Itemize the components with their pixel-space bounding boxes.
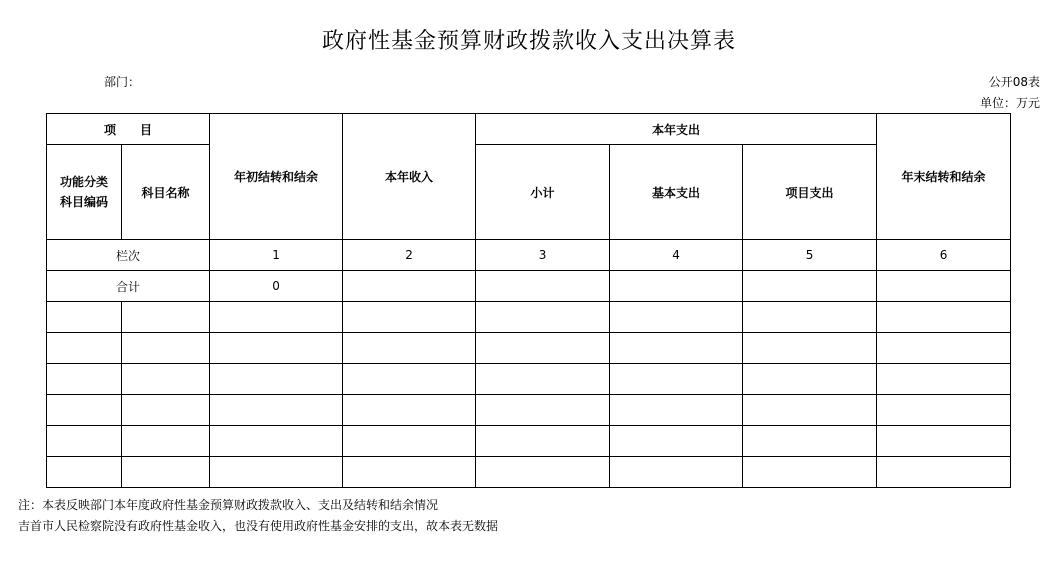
table-cell	[47, 302, 122, 333]
total-cell	[610, 271, 743, 302]
table-cell	[210, 395, 343, 426]
header-income: 本年收入	[343, 114, 476, 240]
table-cell	[743, 364, 877, 395]
table-cell	[877, 457, 1011, 488]
table-cell	[122, 302, 210, 333]
table-cell	[343, 426, 476, 457]
total-label: 合计	[47, 271, 210, 302]
table-row	[47, 426, 1011, 457]
total-cell	[343, 271, 476, 302]
table-cell	[877, 395, 1011, 426]
table-cell	[743, 333, 877, 364]
note-line: 吉首市人民检察院没有政府性基金收入，也没有使用政府性基金安排的支出，故本表无数据	[18, 519, 499, 533]
table-cell	[610, 364, 743, 395]
table-cell	[343, 395, 476, 426]
total-cell	[743, 271, 877, 302]
header-func-code	[47, 145, 122, 240]
table-row	[47, 302, 1011, 333]
total-cell: 0	[210, 271, 343, 302]
header-row-2	[47, 145, 1011, 240]
table-cell	[877, 364, 1011, 395]
table-cell	[47, 364, 122, 395]
table-cell	[743, 457, 877, 488]
unit-label: 单位：万元	[979, 96, 1040, 110]
table-cell	[122, 364, 210, 395]
header-func-code-line2: 科目编码	[59, 195, 108, 209]
table-cell	[877, 302, 1011, 333]
table-cell	[610, 457, 743, 488]
table-cell	[610, 395, 743, 426]
header-subject-name: 科目名称	[122, 145, 210, 240]
table-cell	[743, 426, 877, 457]
table-cell	[476, 333, 610, 364]
header-row-1	[47, 114, 1011, 145]
header-subtotal: 小计	[476, 145, 610, 240]
table-cell	[877, 426, 1011, 457]
table-cell	[122, 457, 210, 488]
column-number: 4	[610, 240, 743, 271]
table-cell	[210, 457, 343, 488]
total-cell	[476, 271, 610, 302]
header-expense-group: 本年支出	[476, 114, 877, 145]
form-number: 公开08表	[988, 75, 1040, 89]
table-cell	[476, 364, 610, 395]
table-cell	[343, 457, 476, 488]
total-cell	[877, 271, 1011, 302]
table-cell	[210, 364, 343, 395]
table-cell	[210, 426, 343, 457]
table-cell	[476, 426, 610, 457]
note-line: 注：本表反映部门本年度政府性基金预算财政拨款收入、支出及结转和结余情况	[18, 498, 439, 512]
column-number: 1	[210, 240, 343, 271]
header-project: 项目支出	[743, 145, 877, 240]
table-row	[47, 457, 1011, 488]
table-cell	[610, 426, 743, 457]
table-cell	[610, 333, 743, 364]
column-number: 3	[476, 240, 610, 271]
table-cell	[343, 333, 476, 364]
table-cell	[122, 333, 210, 364]
table-cell	[476, 395, 610, 426]
table-cell	[47, 457, 122, 488]
table-cell	[743, 302, 877, 333]
department-label: 部门：	[104, 75, 141, 89]
budget-table	[46, 113, 1011, 488]
header-item: 项 目	[47, 114, 210, 145]
header-closing-balance: 年末结转和结余	[877, 114, 1011, 240]
column-index-label: 栏次	[47, 240, 210, 271]
table-cell	[343, 302, 476, 333]
header-func-code-line1: 功能分类	[59, 175, 108, 189]
column-number: 6	[877, 240, 1011, 271]
table-cell	[743, 395, 877, 426]
table-cell	[47, 426, 122, 457]
table-cell	[210, 333, 343, 364]
table-cell	[610, 302, 743, 333]
header-opening-balance: 年初结转和结余	[210, 114, 343, 240]
header-basic: 基本支出	[610, 145, 743, 240]
table-cell	[47, 395, 122, 426]
total-row	[47, 271, 1011, 302]
table-cell	[476, 302, 610, 333]
page-title: 政府性基金预算财政拨款收入支出决算表	[321, 29, 736, 54]
table-row	[47, 364, 1011, 395]
table-cell	[122, 426, 210, 457]
table-row	[47, 395, 1011, 426]
table-cell	[210, 302, 343, 333]
table-cell	[122, 395, 210, 426]
table-cell	[476, 457, 610, 488]
column-number: 5	[743, 240, 877, 271]
column-number: 2	[343, 240, 476, 271]
column-index-row	[47, 240, 1011, 271]
table-cell	[343, 364, 476, 395]
table-row	[47, 333, 1011, 364]
table-cell	[47, 333, 122, 364]
table-cell	[877, 333, 1011, 364]
